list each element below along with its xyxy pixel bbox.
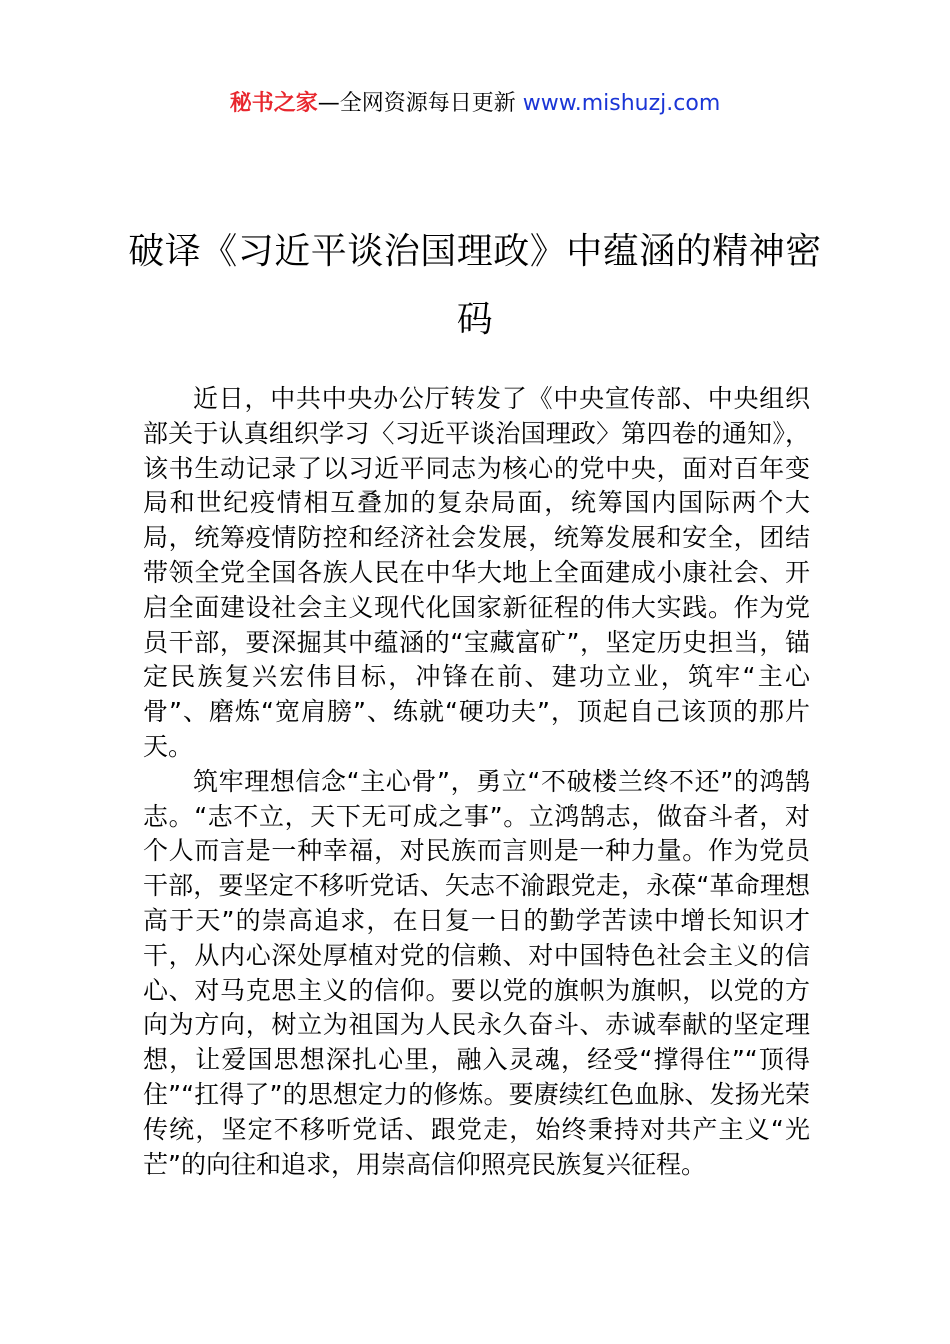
- header-tagline: —全网资源每日更新: [317, 91, 523, 116]
- paragraph: 筑牢理想信念“主心骨”，勇立“不破楼兰终不还”的鸿鹄志。“志不立，天下无可成之事”。立鸿鹄志，做奋斗者，对个人而言是一种幸福，对民族而言则是一种力量。作为党员干部，要坚定不移听党话、矢志不渝跟党走，永葆“革命理想高于天”的崇高追求，在日复一日的勤学苦读中增长知识才干，从内心深处厚植对党的信赖、对中国特色社会主义的信心、对马克思主义的信仰。要以党的旗帜为旗帜，以党的方向为方向，树立为祖国为人民永久奋斗、赤诚奉献的坚定理想，让爱国思想深扎心里，融入灵魂，经受“撑得住”“顶得住”“扛得了”的思想定力的修炼。要赓续红色血脉、发扬光荣传统，坚定不移听党话、跟党走，始终秉持对共产主义“光芒”的向往和追求，用崇高信仰照亮民族复兴征程。: [143, 766, 810, 1179]
- paragraph: 近日，中共中央办公厅转发了《中央宣传部、中央组织部关于认真组织学习〈习近平谈治国理政〉第四卷的通知》，该书生动记录了以习近平同志为核心的党中央，面对百年变局和世纪疫情相互叠加的复杂局面，统筹国内国际两个大局，统筹疫情防控和经济社会发展，统筹发展和安全，团结带领全党全国各族人民在中华大地上全面建成小康社会、开启全面建设社会主义现代化国家新征程的伟大实践。作为党员干部，要深掘其中蕴涵的“宝藏富矿”，坚定历史担当，锚定民族复兴宏伟目标，冲锋在前、建功立业，筑牢“主心骨”、磨炼“宽肩膀”、练就“硬功夫”，顶起自己该顶的那片天。: [143, 384, 810, 761]
- document-title: 破译《习近平谈治国理政》中蕴涵的精神密码: [128, 231, 822, 340]
- site-url-link[interactable]: www.mishuzj.com: [522, 91, 721, 116]
- site-header: [0, 88, 950, 120]
- document-body: [143, 382, 810, 1182]
- brand-name: 秘书之家: [229, 91, 318, 116]
